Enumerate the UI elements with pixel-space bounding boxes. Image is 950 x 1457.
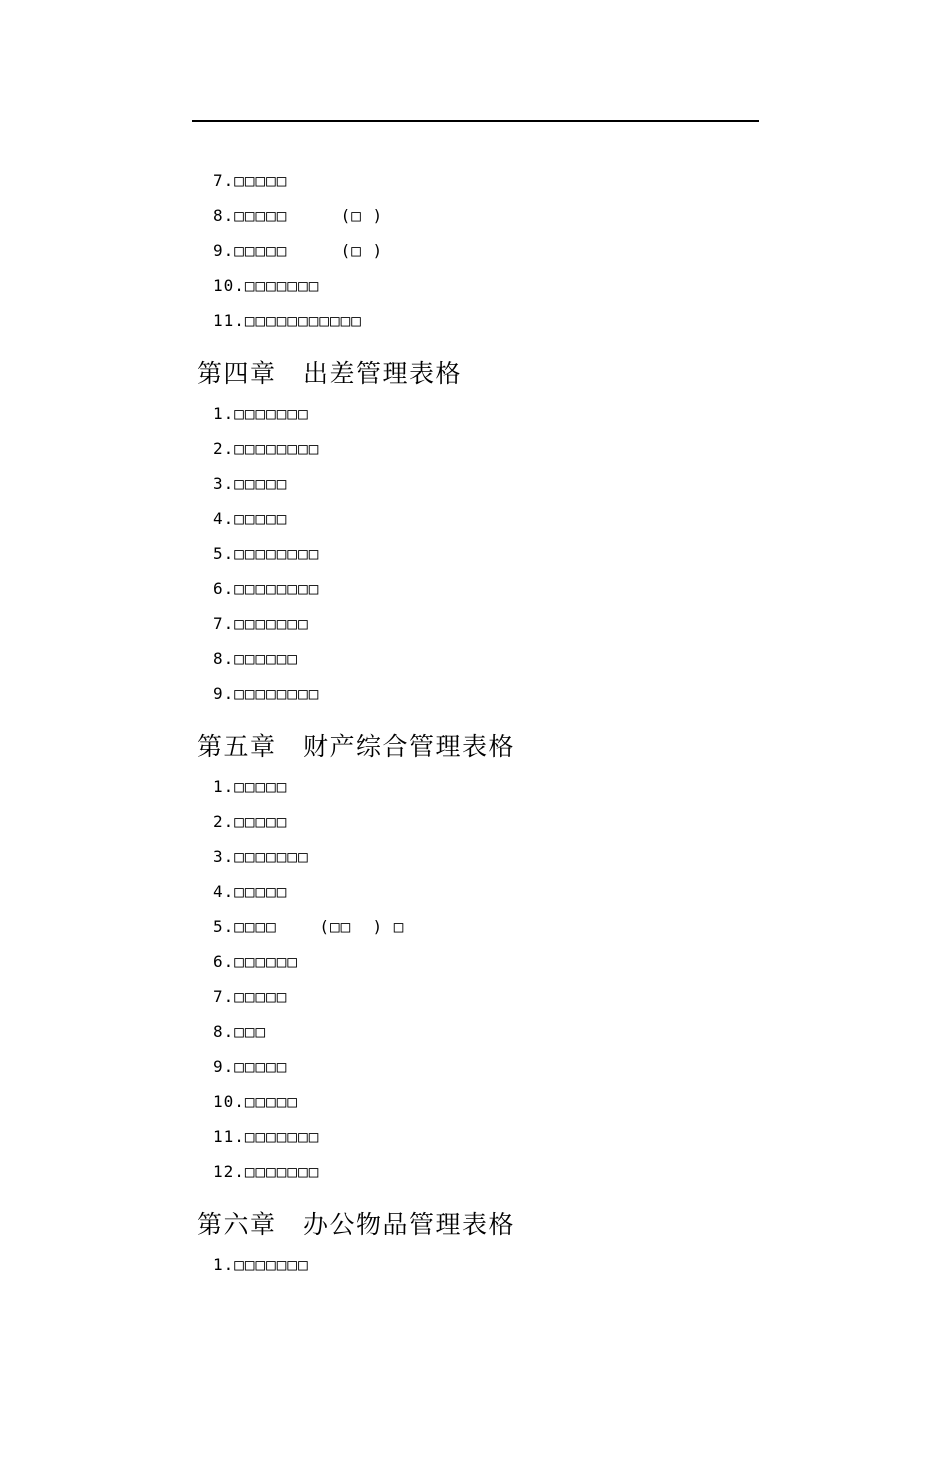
toc-entry: 1.□□□□□ — [213, 777, 288, 796]
toc-entry: 2.□□□□□□□□ — [213, 439, 320, 458]
toc-entry: 8.□□□□□□ — [213, 649, 299, 668]
toc-entry: 3.□□□□□ — [213, 474, 288, 493]
toc-entry: 4.□□□□□ — [213, 509, 288, 528]
toc-entry: 9.□□□□□□□□ — [213, 684, 320, 703]
toc-entry: 10.□□□□□□□ — [213, 276, 320, 295]
toc-entry: 5.□□□□ (□□ ) □ — [213, 917, 405, 936]
toc-entry: 12.□□□□□□□ — [213, 1162, 320, 1181]
toc-entry: 7.□□□□□ — [213, 987, 288, 1006]
toc-entry: 9.□□□□□ (□ ) — [213, 241, 384, 260]
toc-entry: 11.□□□□□□□□□□□ — [213, 311, 362, 330]
chapter-heading: 第六章 办公物品管理表格 — [197, 1210, 516, 1239]
toc-entry: 8.□□□ — [213, 1022, 267, 1041]
toc-entry: 7.□□□□□□□ — [213, 614, 309, 633]
toc-entry: 6.□□□□□□□□ — [213, 579, 320, 598]
toc-entry: 3.□□□□□□□ — [213, 847, 309, 866]
toc-entry: 8.□□□□□ (□ ) — [213, 206, 384, 225]
chapter-heading: 第四章 出差管理表格 — [197, 359, 463, 388]
toc-entry: 5.□□□□□□□□ — [213, 544, 320, 563]
toc-entry: 10.□□□□□ — [213, 1092, 299, 1111]
toc-entry: 2.□□□□□ — [213, 812, 288, 831]
toc-entry: 6.□□□□□□ — [213, 952, 299, 971]
table-of-contents — [197, 163, 757, 1282]
toc-entry: 1.□□□□□□□ — [213, 1255, 309, 1274]
toc-entry: 9.□□□□□ — [213, 1057, 288, 1076]
header-rule — [192, 120, 759, 122]
toc-entry: 7.□□□□□ — [213, 171, 288, 190]
toc-entry: 11.□□□□□□□ — [213, 1127, 320, 1146]
toc-entry: 4.□□□□□ — [213, 882, 288, 901]
toc-entry: 1.□□□□□□□ — [213, 404, 309, 423]
chapter-heading: 第五章 财产综合管理表格 — [197, 732, 516, 761]
